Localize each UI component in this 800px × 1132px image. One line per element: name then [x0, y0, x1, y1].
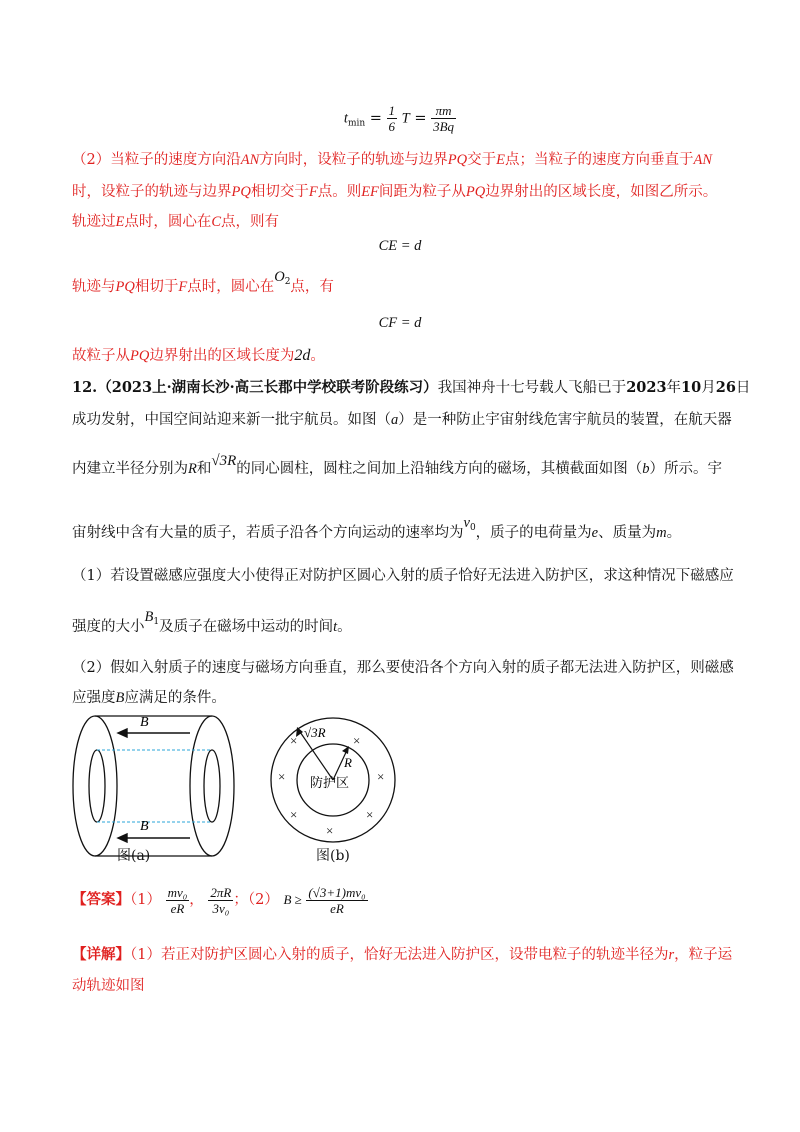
cross-mark: ×: [326, 823, 334, 838]
frac-den: 6: [388, 119, 396, 134]
text: 。: [666, 525, 682, 541]
text: 强度的大小: [72, 619, 145, 635]
text: 的同心圆柱，圆柱之间加上沿轴线方向的磁场，其横截面如图（: [236, 461, 643, 477]
symbol: EF: [361, 184, 379, 200]
text: 点，有: [290, 279, 334, 295]
text: 和: [196, 461, 212, 477]
symbol: B: [115, 690, 125, 706]
answer-fraction-3: [306, 885, 367, 916]
equation-ce: CE = d: [378, 238, 422, 254]
answer-line: [72, 882, 732, 918]
symbol: PQ: [130, 348, 150, 364]
symbol: e: [591, 525, 599, 541]
text: 点时，圆心在: [187, 279, 275, 295]
text: 轨迹与: [72, 279, 116, 295]
symbol: F: [178, 279, 188, 295]
symbol: PQ: [115, 279, 135, 295]
label-b-top: B: [140, 715, 149, 730]
fraction-pim-3bq: [431, 103, 456, 134]
text: 、质量为: [598, 525, 657, 541]
text: 应满足的条件。: [124, 690, 226, 706]
symbol: PQ: [447, 152, 468, 168]
subscript: 1: [153, 617, 160, 627]
text: 轨迹过: [72, 214, 116, 230]
question-12-line-2: [72, 410, 732, 430]
detail-line-2: 动轨迹如图: [72, 978, 145, 994]
formula-eq: =: [369, 110, 382, 127]
text: 宙射线中含有大量的质子，若质子沿各个方向运动的速率均为: [72, 525, 464, 541]
cross-mark: ×: [278, 769, 286, 784]
text: 。: [337, 619, 352, 635]
number: 26: [715, 379, 736, 396]
text: 边界射出的区域长度，如图乙所示。: [485, 184, 718, 200]
arrow-left-icon: [118, 729, 127, 737]
cross-mark: ×: [377, 769, 385, 784]
text: 点，则有: [221, 214, 280, 230]
number: 2023: [626, 379, 667, 396]
text: 点；当粒子的速度方向垂直于: [504, 152, 694, 168]
text: 时，设粒子的轨迹与边界: [72, 184, 232, 200]
solution-line-4: [72, 269, 732, 302]
symbol: AN: [693, 152, 712, 168]
cylinder-left-inner: [89, 750, 105, 822]
text: 边界射出的区域长度为: [149, 348, 295, 364]
detail-line-1: [72, 945, 732, 965]
text: （1）若正对防护区圆心入射的质子，恰好无法进入防护区，设带电粒子的轨迹半径为: [130, 947, 669, 963]
question-12-line-1: [72, 378, 751, 398]
question-source: （2023上·湖南长沙·高三长郡中学校联考阶段练习）: [97, 379, 438, 396]
symbol-b1: B: [144, 609, 154, 625]
frac-den: 3Bq: [433, 119, 455, 134]
question-12-part-1-line-2: [72, 609, 732, 642]
symbol: C: [211, 214, 222, 230]
formula-T: T: [401, 110, 410, 127]
answer-fraction-2: [208, 885, 233, 916]
text: 年: [666, 380, 682, 396]
question-12-line-4: [72, 515, 732, 548]
cylinder-right-inner: [204, 750, 220, 822]
symbol: a: [391, 412, 399, 428]
symbol: r: [668, 947, 675, 963]
symbol-v0: v: [463, 515, 470, 531]
text: 我国神舟十七号载人飞船已于: [437, 380, 627, 396]
number: 10: [681, 379, 702, 396]
answer-tag: 【答案】: [72, 891, 130, 908]
text: 相切于: [134, 279, 179, 295]
label-r: R: [344, 755, 352, 770]
frac-den: eR: [330, 900, 344, 916]
solution-line-1: [72, 150, 732, 170]
formula-t: t: [343, 110, 348, 127]
symbol: E: [115, 214, 125, 230]
label-protected-region: 防护区: [310, 776, 350, 791]
caption-a: 图(a): [117, 848, 151, 864]
frac-num: mv₀: [167, 884, 188, 900]
figure-a-cylinder: [70, 708, 250, 868]
text: 交于: [467, 152, 497, 168]
frac-num: (√3+1)mv₀: [308, 884, 366, 900]
symbol: PQ: [465, 184, 486, 200]
separator: ；（2）: [233, 892, 279, 908]
detail-tag: 【详解】: [72, 946, 130, 963]
symbol: R: [188, 461, 197, 477]
solution-line-2: [72, 182, 732, 202]
text: 方向时，设粒子的轨迹与边界: [259, 152, 448, 168]
arrow-left-icon: [118, 834, 127, 842]
cross-mark: ×: [290, 807, 298, 822]
text: 相切交于: [250, 184, 309, 200]
text: 月: [701, 380, 716, 396]
symbol: t: [333, 619, 338, 635]
cylinder-left-outer: [73, 716, 117, 856]
symbol: E: [496, 152, 505, 168]
frac-num: 2πR: [210, 884, 232, 900]
text: 间距为粒子从: [378, 184, 466, 200]
text: ）是一种防止宇宙射线危害宇航员的装置，在航天器: [398, 412, 732, 428]
symbol: AN: [240, 152, 260, 168]
text: ，粒子运: [674, 947, 733, 963]
text: 点。则: [317, 184, 362, 200]
separator: ，: [189, 892, 204, 908]
symbol: F: [308, 184, 318, 200]
figure-b-cross-section: [268, 715, 398, 845]
text: （2）当粒子的速度方向沿: [72, 152, 241, 168]
symbol: PQ: [231, 184, 251, 200]
frac-den: eR: [170, 900, 185, 916]
frac-num: 1: [388, 103, 396, 118]
text: ，质子的电荷量为: [475, 525, 592, 541]
question-12-part-2-line-2: [72, 688, 732, 708]
formula-sub: min: [347, 118, 366, 129]
solution-line-5: [72, 346, 732, 366]
question-number: 12.: [72, 379, 98, 396]
symbol: m: [656, 525, 667, 541]
text: 成功发射，中国空间站迎来新一批宇航员。如图（: [72, 412, 391, 428]
formula-tmin: [0, 103, 800, 134]
label-sqrt3r: √3R: [304, 725, 326, 740]
formula-eq: =: [414, 110, 427, 127]
text: ）所示。宇: [649, 461, 723, 477]
symbol-sqrt3r: √3R: [211, 453, 237, 469]
cross-mark: ×: [290, 733, 298, 748]
question-12-part-1-line-1: （1）若设置磁感应强度大小使得正对防护区圆心入射的质子恰好无法进入防护区，求这种情况下磁感应: [72, 568, 734, 584]
text: 。: [310, 348, 325, 364]
fraction-1-6: [387, 103, 398, 134]
frac-num: πm: [431, 103, 456, 119]
frac-den: 3v₀: [212, 900, 230, 916]
text: 及质子在磁场中运动的时间: [159, 619, 334, 635]
cylinder-right-outer: [190, 716, 234, 856]
text: 日: [735, 380, 751, 396]
symbol-o2: O: [274, 269, 285, 285]
text: 应强度: [72, 690, 116, 706]
answer-fraction-1: [166, 885, 190, 916]
label-b-bottom: B: [140, 819, 149, 834]
subscript: 0: [469, 523, 476, 533]
solution-line-3: [72, 212, 732, 232]
cross-mark: ×: [366, 807, 374, 822]
text: 故粒子从: [72, 348, 130, 364]
answer-lhs: B ≥: [283, 892, 302, 907]
equation-cf: CF = d: [378, 315, 422, 331]
subscript: 2: [284, 277, 291, 287]
question-12-line-3: [72, 453, 732, 479]
caption-b: 图(b): [316, 848, 350, 864]
symbol: b: [642, 461, 650, 477]
text: 点时，圆心在: [124, 214, 212, 230]
cross-mark: ×: [353, 733, 361, 748]
symbol-2d: 2d: [294, 347, 311, 364]
question-12-part-2-line-1: （2）假如入射质子的速度与磁场方向垂直，那么要使沿各个方向入射的质子都无法进入防护区，则磁感: [72, 660, 734, 676]
text: 内建立半径分别为: [72, 461, 188, 477]
answer-part-label: （1）: [130, 892, 161, 908]
